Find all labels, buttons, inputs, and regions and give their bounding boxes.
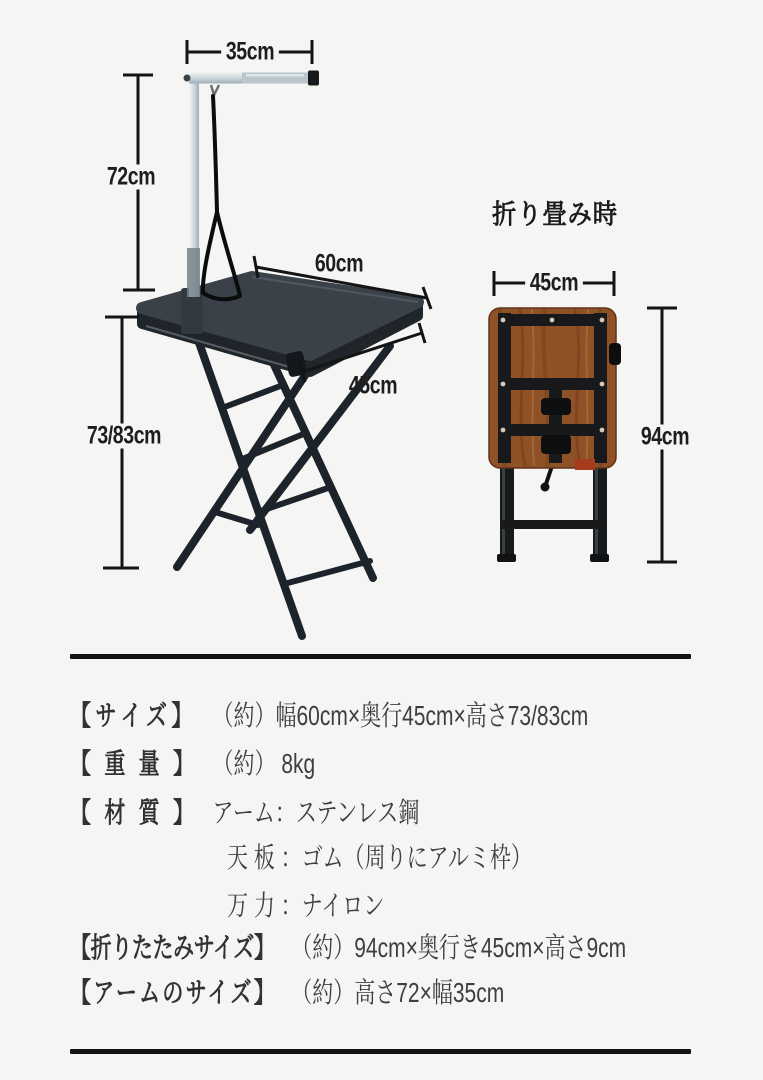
spec-value-material-arm: アーム：ステンレス鋼: [212, 797, 420, 828]
spec-row-size: [70, 700, 588, 732]
dim-label-folded-width: 45cm: [525, 271, 583, 296]
divider-bottom: [70, 1049, 691, 1054]
dim-label-table-width: 60cm: [314, 249, 364, 278]
grooming-loop-strap: [203, 96, 240, 299]
spec-value-folded-size: （約）94cm×奥行き45cm×高さ9cm: [291, 932, 627, 963]
divider-top: [70, 654, 691, 659]
spec-value-material-vise: 万 力 ：ナイロン: [227, 890, 385, 921]
spec-row-arm-size: [70, 977, 504, 1009]
spec-value-arm-size: （約）高さ72×幅35cm: [291, 977, 505, 1008]
spec-label-material: 【 材 質 】: [70, 797, 198, 828]
spec-label-folded-size: 【折りたたみサイズ】: [70, 932, 275, 963]
dim-label-arm-height: 72cm: [102, 165, 160, 190]
spec-row-folded-size: [70, 932, 626, 964]
folded-state-title: 折り畳み時: [492, 199, 618, 230]
dim-label-table-height: 73/83cm: [82, 424, 166, 449]
spec-row-weight: [70, 748, 315, 780]
spec-label-size: 【 サ イ ズ 】: [70, 700, 192, 731]
spec-value-size: （約）幅60cm×奥行45cm×高さ73/83cm: [212, 700, 589, 731]
arm-hook: [211, 85, 219, 95]
dim-label-table-depth: 45cm: [348, 371, 398, 400]
folded-table-legs: [497, 462, 609, 562]
spec-row-material: [70, 797, 419, 829]
side-latch: [609, 343, 621, 365]
arm-end-cap: [308, 71, 319, 86]
spec-row-material-top: [227, 842, 532, 874]
spec-label-weight: 【 重 量 】: [70, 748, 198, 779]
spec-label-arm-size: 【アームのサイズ】: [70, 977, 277, 1008]
warning-label: [575, 459, 595, 470]
spec-value-weight: （約） 8kg: [212, 748, 316, 779]
dim-label-arm-width: 35cm: [221, 40, 279, 65]
spec-row-material-vise: [227, 890, 384, 922]
spec-value-material-top: 天 板 ：ゴム（周りにアルミ枠）: [227, 842, 532, 873]
dim-label-folded-height: 94cm: [636, 425, 694, 450]
folded-table-board: [489, 308, 621, 470]
